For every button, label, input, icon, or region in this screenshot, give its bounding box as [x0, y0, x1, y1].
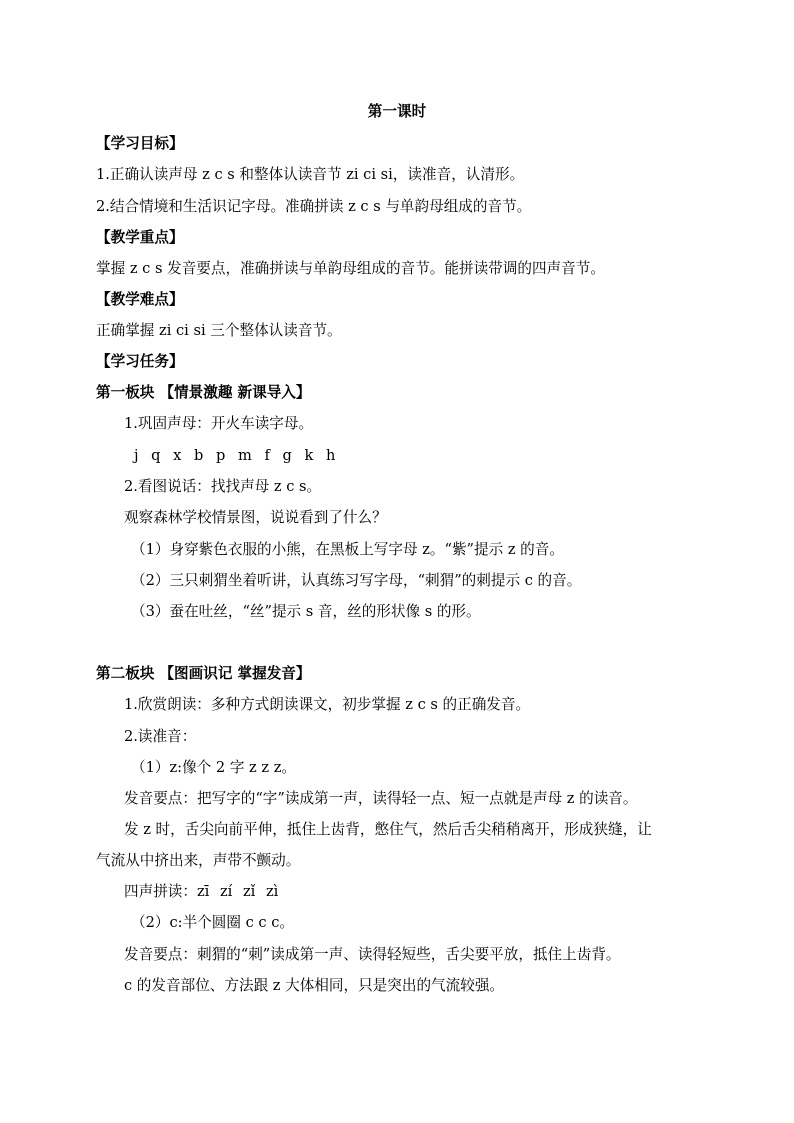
block1-point1: （1）身穿紫色衣服的小熊，在黑板上写字母 z。“紫”提示 z 的音。: [131, 541, 564, 558]
goal-2: 2.结合情境和生活识记字母。准确拼读 z c s 与单韵母组成的音节。: [96, 198, 532, 215]
key-heading: 【教学重点】: [96, 229, 184, 246]
block2-item2: 2.读准音：: [124, 728, 197, 745]
block2-heading: 第二板块 【图画识记 掌握发音】: [96, 665, 311, 682]
block1-item2: 2.看图说话：找找声母 z c s。: [124, 478, 322, 495]
z-tones: 四声拼读：zī zí zǐ zì: [124, 883, 279, 900]
block1-point3: （3）蚕在吐丝，“丝”提示 s 音，丝的形状像 s 的形。: [131, 603, 481, 620]
block1-observe: 观察森林学校情景图，说说看到了什么？: [124, 509, 387, 526]
block1-heading: 第一板块 【情景激趣 新课导入】: [96, 384, 311, 401]
z-detail-1: 发 z 时，舌尖向前平伸，抵住上齿背，憋住气，然后舌尖稍稍离开，形成狭缝，让: [124, 821, 652, 838]
c-point: 发音要点：刺猬的“刺”读成第一声、读得轻短些，舌尖要平放，抵住上齿背。: [124, 946, 621, 963]
letters-row: j q x b p m f g k h: [134, 447, 336, 464]
c-line: （2）c:半个圆圈 c c c。: [131, 914, 294, 931]
goal-1: 1.正确认读声母 z c s 和整体认读音节 zi ci si，读准音，认清形。: [96, 166, 525, 183]
block2-item1: 1.欣赏朗读：多种方式朗读课文，初步掌握 z c s 的正确发音。: [124, 696, 531, 713]
key-text: 掌握 z c s 发音要点，准确拼读与单韵母组成的音节。能拼读带调的四声音节。: [96, 260, 605, 277]
z-line: （1）z:像个 2 字 z z z。: [131, 759, 296, 776]
goals-heading: 【学习目标】: [96, 135, 184, 152]
page-title: 第一课时: [367, 103, 427, 120]
tasks-heading: 【学习任务】: [96, 353, 184, 370]
z-detail-2: 气流从中挤出来，声带不颤动。: [96, 852, 301, 869]
c-detail: c 的发音部位、方法跟 z 大体相同，只是突出的气流较强。: [124, 977, 505, 994]
block1-item1: 1.巩固声母：开火车读字母。: [124, 415, 314, 432]
block1-point2: （2）三只刺猬坐着听讲，认真练习写字母，“刺猬”的刺提示 c 的音。: [131, 572, 582, 589]
z-point: 发音要点：把写字的“字”读成第一声，读得轻一点、短一点就是声母 z 的读音。: [124, 790, 638, 807]
difficulty-heading: 【教学难点】: [96, 291, 184, 308]
difficulty-text: 正确掌握 zi ci si 三个整体认读音节。: [96, 322, 342, 339]
